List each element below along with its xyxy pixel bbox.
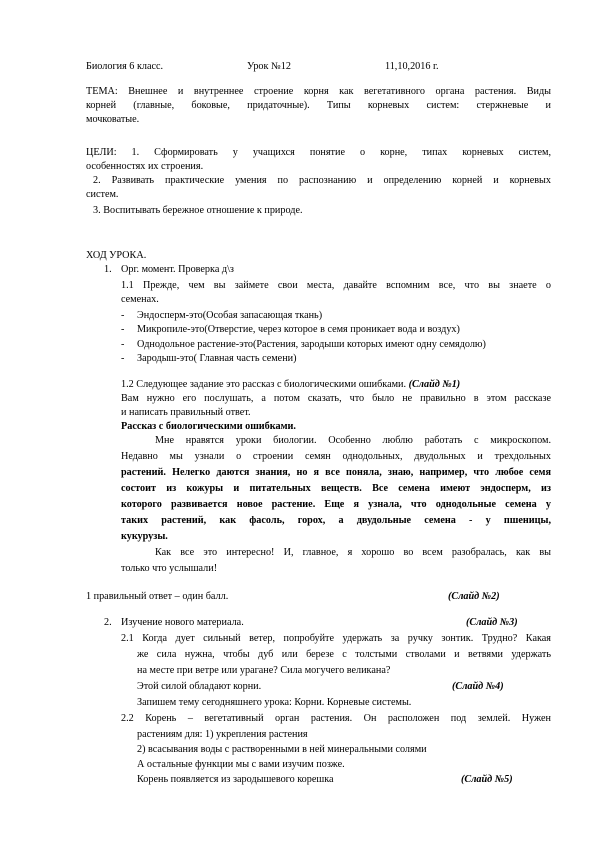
bullet-mark: - [121,324,125,335]
story-line: таких растений, как фасоль, горох, а двудольные семена - у пшеницы, [121,515,551,526]
tema-line: ТЕМА: Внешнее и внутреннее строение корня как вегетативного органа растения. Виды [86,86,551,97]
celi-line: 3. Воспитывать бережное отношение к природе. [93,205,303,216]
score-note: 1 правильный ответ – один балл. [86,591,229,602]
paragraph-line: и написать правильный ответ. [121,407,251,418]
celi-line: 2. Развивать практические умения по распознанию и определению корней и корневых [93,175,551,186]
celi-line: систем. [86,189,119,200]
bullet-item: Микропиле-это(Отверстие, через которое в семя проникает вода и воздух) [137,324,460,335]
story-line: состоит из кожуры и питательных веществ. Все семена имеют эндосперм, из [121,483,551,494]
celi-line: ЦЕЛИ: 1. Сформировать у учащихся понятие о корне, типах корневых систем, [86,147,551,158]
paragraph-line [121,378,460,391]
paragraph-line: 2.1 Когда дует сильный ветер, попробуйте удержать за ручку зонтик. Трудно? Какая [121,633,551,644]
header-subject: Биология 6 класс. [86,61,164,72]
paragraph-line: же сила нужна, чтобы дуб или березе с толстыми стволами и ветвями удержать [137,649,551,660]
paragraph-line: семенах. [121,294,159,305]
slide-ref: (Слайд №2) [448,591,500,602]
paragraph-line: 2.2 Корень – вегетативный орган растения. Он расположен под землей. Нужен [121,713,551,724]
celi-line: особенностях их строения. [86,161,204,172]
paragraph-line: А остальные функции мы с вами изучим позже. [137,759,345,770]
story-title: Рассказ с биологическими ошибками. [121,421,296,432]
bullet-mark: - [121,353,125,364]
header-date: 11,10,2016 г. [385,61,439,72]
story-line: которого развивается новое растение. Еще я узнала, что однодольные семена у [121,499,551,510]
story-line: растений. Нелегко даются знания, но я все поняла, знаю, например, что любое семя [121,467,551,478]
story-line: Мне нравятся уроки биологии. Особенно люблю работать с микроскопом. [155,435,551,446]
paragraph-line: 2) всасывания воды с растворенными в ней минеральными солями [137,744,427,755]
list-item: Изучение нового материала. [121,617,244,628]
bullet-item: Зародыш-это( Главная часть семени) [137,353,297,364]
paragraph-line: растениям для: 1) укрепления растения [137,729,308,740]
list-number: 1. [104,264,112,275]
paragraph-line: на месте при ветре или урагане? Сила могучего великана? [137,665,391,676]
slide-ref: (Слайд №4) [452,681,504,692]
paragraph-line: Этой силой обладают корни. [137,681,262,692]
story-line: кукурузы. [121,531,168,542]
paragraph-line: Вам нужно его послушать, а потом сказать, что было не правильно в этом рассказе [121,393,551,404]
header-lesson: Урок №12 [247,61,291,72]
tema-line: корней (главные, боковые, придаточные). Типы корневых систем: стержневые и [86,100,551,111]
list-item: Орг. момент. Проверка д\з [121,264,234,275]
list-number: 2. [104,617,112,628]
slide-ref: (Слайд №3) [466,617,518,628]
bullet-item: Эндосперм-это(Особая запасающая ткань) [137,310,323,321]
paragraph-line: 1.1 Прежде, чем вы займете свои места, давайте вспомним все, что вы знаете о [121,280,551,291]
paragraph-line: Корень появляется из зародышевого корешка [137,774,334,785]
tema-line: мочковатые. [86,114,140,125]
paragraph-line: Запишем тему сегодняшнего урока: Корни. Корневые системы. [137,697,412,708]
bullet-mark: - [121,310,125,321]
slide-ref: (Слайд №1) [408,379,461,390]
story-line: Как все это интересно! И, главное, я хорошо во всем разобралась, как вы [155,547,551,558]
slide-ref: (Слайд №5) [461,774,513,785]
section-title: ХОД УРОКА. [86,250,147,261]
bullet-item: Однодольное растение-это(Растения, зародыши которых имеют одну семядолю) [137,339,486,350]
story-line: Недавно мы узнали о строении семян однодольных, двудольных и трехдольных [121,451,551,462]
story-line: только что услышали! [121,563,218,574]
bullet-mark: - [121,339,125,350]
task-text: 1.2 Следующее задание это рассказ с биологическими ошибками. [121,379,407,390]
